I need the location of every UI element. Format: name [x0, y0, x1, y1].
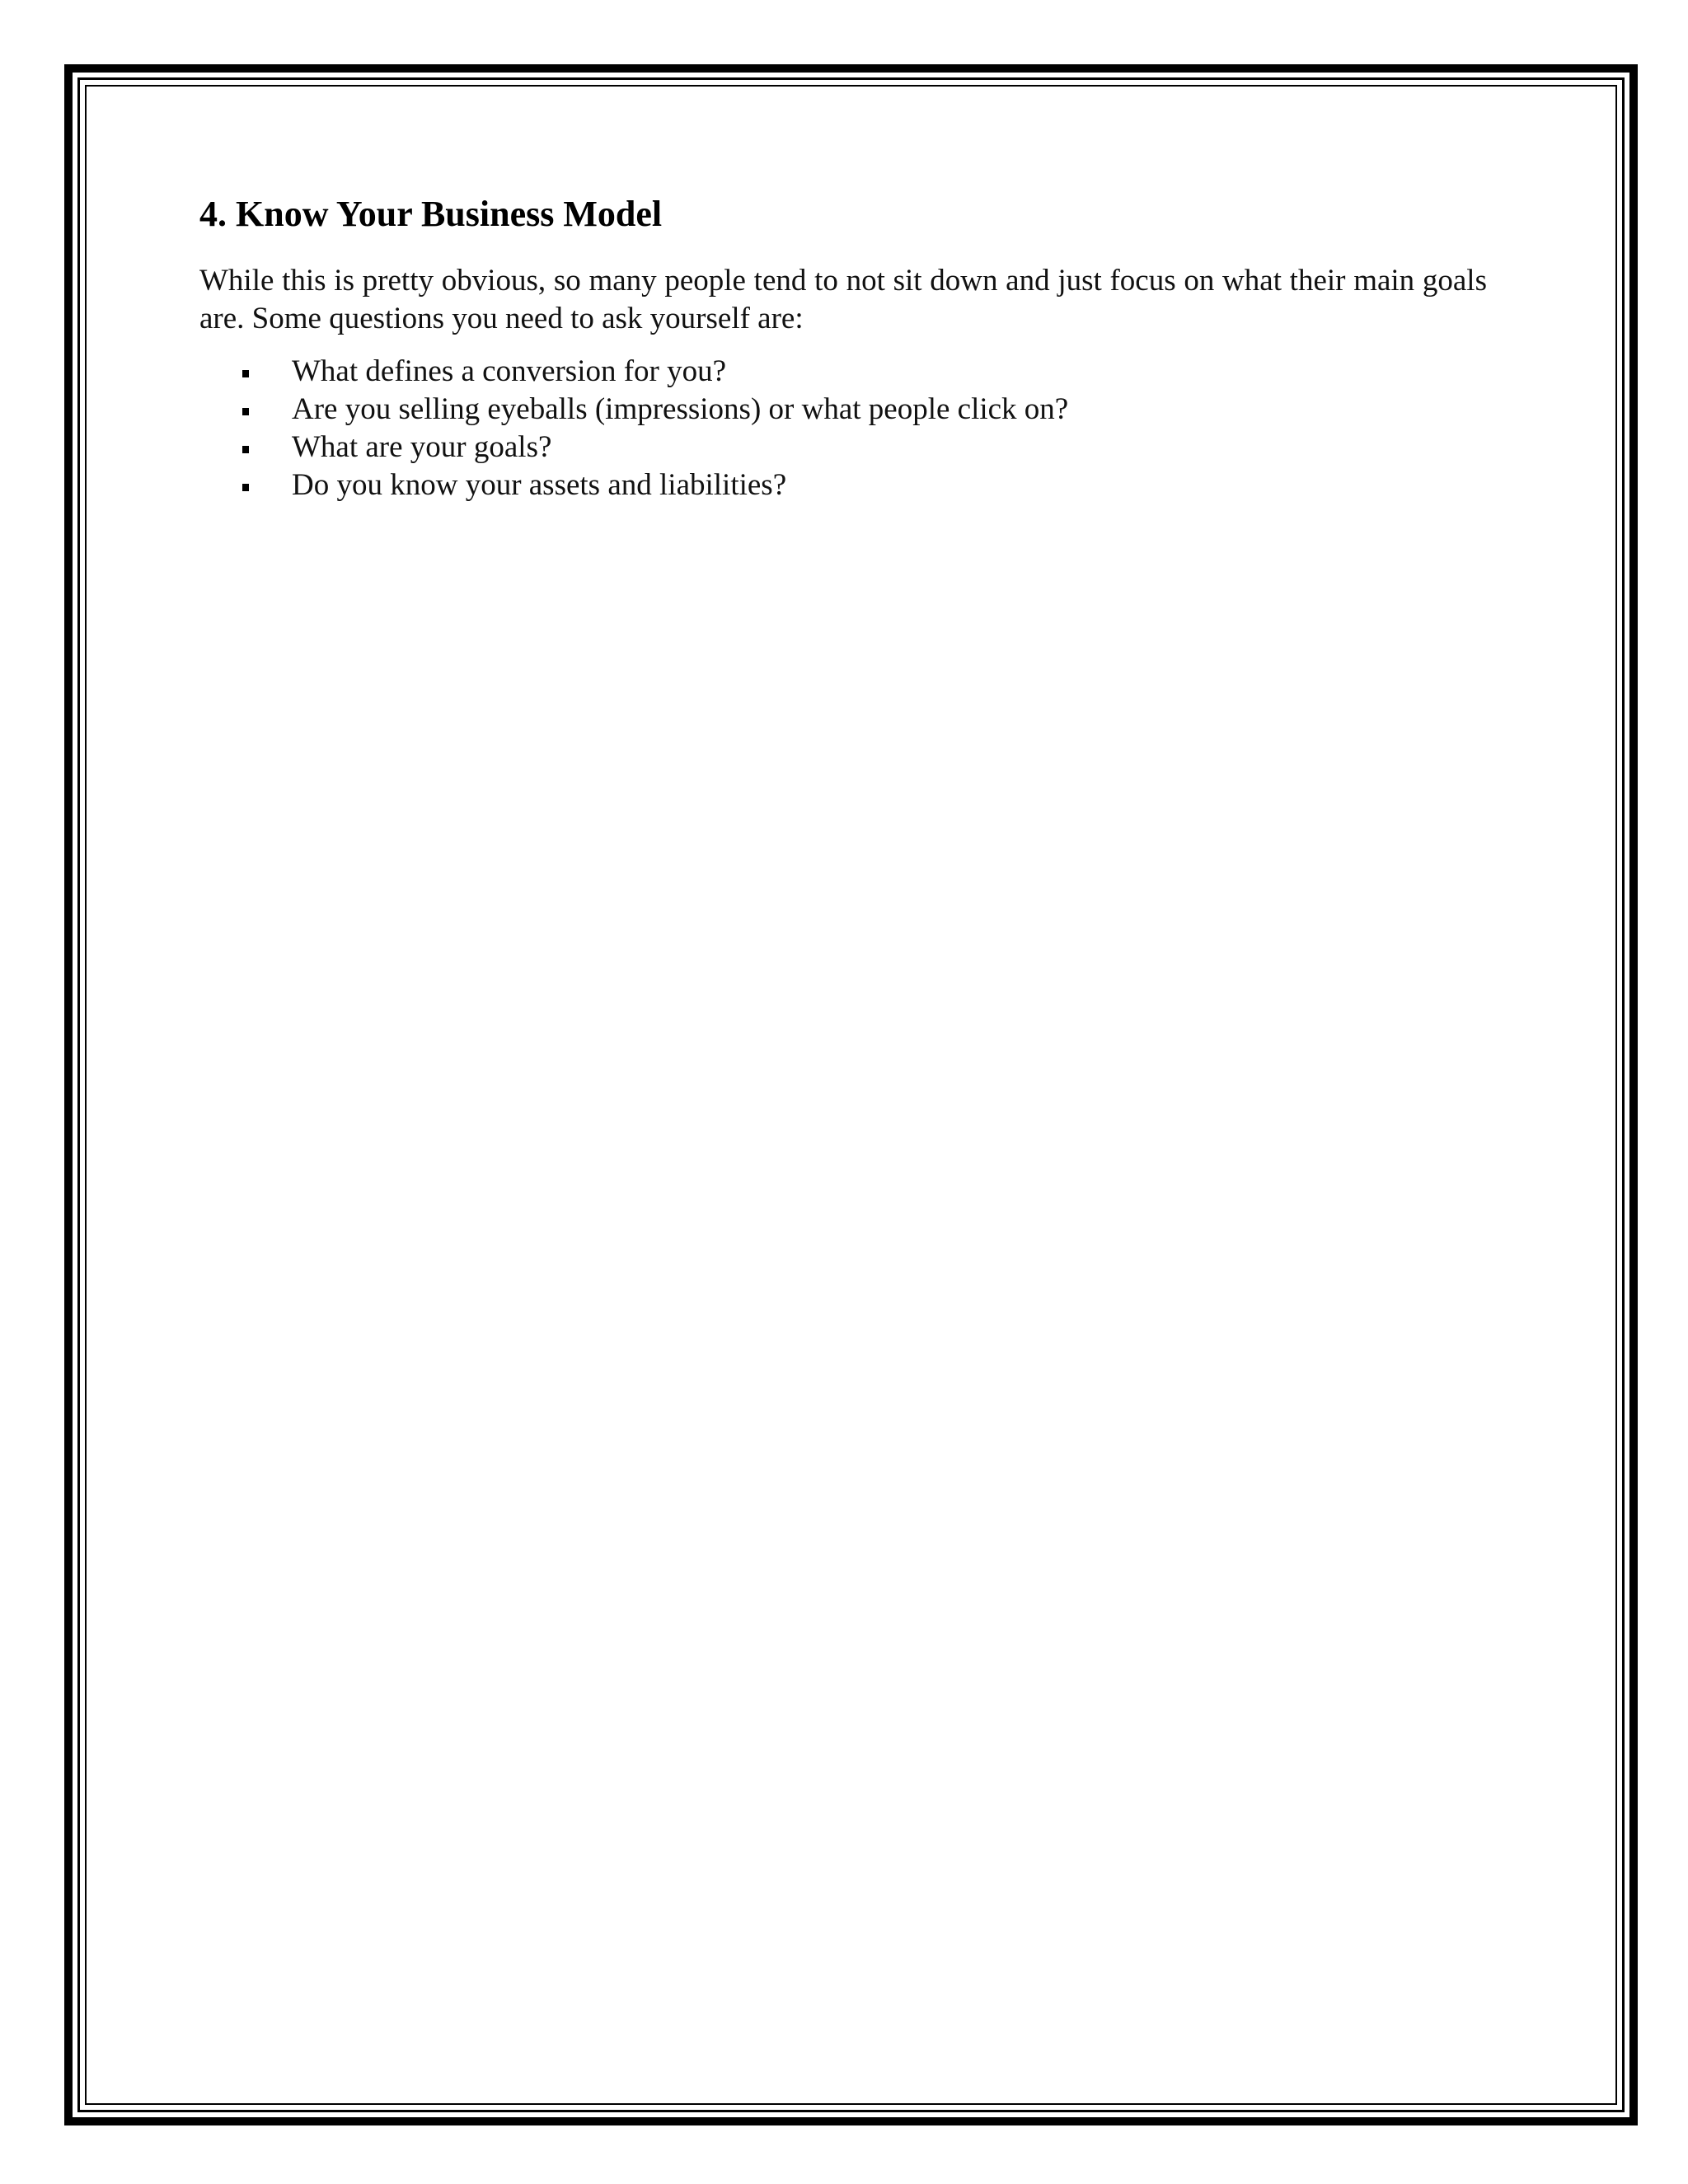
list-item-text: Are you selling eyeballs (impressions) or what people click on?	[292, 392, 1069, 426]
square-bullet-icon	[242, 446, 249, 453]
page-content	[199, 191, 1487, 504]
square-bullet-icon	[242, 370, 249, 377]
section-heading: 4. Know Your Business Model	[199, 194, 663, 234]
list-item-text: Do you know your assets and liabilities?	[292, 468, 787, 502]
question-list	[199, 353, 1487, 504]
square-bullet-icon	[242, 408, 249, 415]
list-item	[199, 391, 1487, 429]
list-item-text: What defines a conversion for you?	[292, 354, 727, 388]
intro-paragraph: While this is pretty obvious, so many people tend to not sit down and just focus on what their main goals are. Some questions you need to ask yourself are:	[199, 264, 1487, 335]
square-bullet-icon	[242, 484, 249, 491]
list-item	[199, 466, 1487, 504]
list-item	[199, 429, 1487, 466]
list-item-text: What are your goals?	[292, 430, 552, 464]
list-item	[199, 353, 1487, 391]
